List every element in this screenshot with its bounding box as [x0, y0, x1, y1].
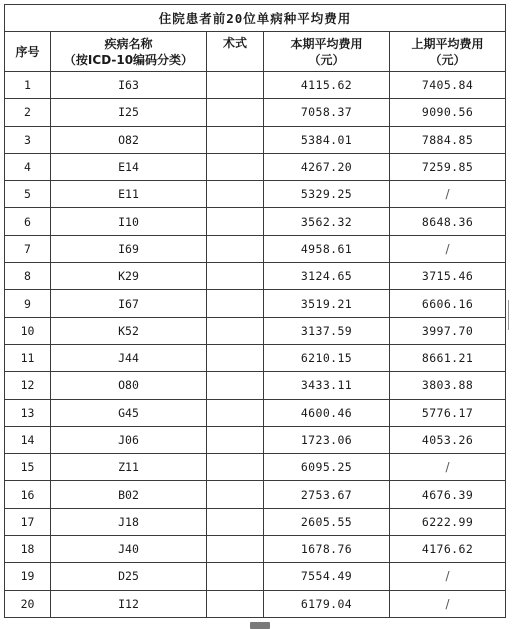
row-disease-code-cell: O82 — [51, 126, 207, 153]
row-current-cost-cell: 1723.06 — [264, 426, 390, 453]
table-row — [5, 208, 506, 235]
header-index-label: 序号 — [15, 44, 40, 59]
header-index — [5, 32, 51, 72]
cost-table — [4, 4, 506, 618]
header-disease-sublabel: （按ICD-10编码分类） — [63, 52, 194, 67]
row-procedure-cell — [207, 536, 264, 563]
row-procedure-cell — [207, 153, 264, 180]
table-row — [5, 481, 506, 508]
row-current-cost-cell: 6095.25 — [264, 454, 390, 481]
row-procedure-cell — [207, 126, 264, 153]
row-previous-cost-cell: 3715.46 — [390, 263, 506, 290]
row-previous-cost-cell: 6222.99 — [390, 508, 506, 535]
row-index-cell: 13 — [5, 399, 51, 426]
row-current-cost-cell: 4958.61 — [264, 235, 390, 262]
row-previous-cost-cell: 7884.85 — [390, 126, 506, 153]
row-current-cost-cell: 1678.76 — [264, 536, 390, 563]
table-row — [5, 399, 506, 426]
row-previous-cost-cell: / — [390, 454, 506, 481]
row-procedure-cell — [207, 72, 264, 99]
row-index-cell: 4 — [5, 153, 51, 180]
row-procedure-cell — [207, 563, 264, 590]
table-row — [5, 126, 506, 153]
header-current-cost — [264, 32, 390, 72]
row-current-cost-cell: 3562.32 — [264, 208, 390, 235]
row-disease-code-cell: J44 — [51, 344, 207, 371]
title-row — [5, 5, 506, 32]
document-sheet — [4, 4, 505, 618]
row-procedure-cell — [207, 181, 264, 208]
table-body — [5, 72, 506, 618]
header-procedure-label: 术式 — [222, 36, 247, 50]
table-row — [5, 290, 506, 317]
row-procedure-cell — [207, 372, 264, 399]
row-disease-code-cell: J06 — [51, 426, 207, 453]
row-previous-cost-cell: / — [390, 181, 506, 208]
row-index-cell: 12 — [5, 372, 51, 399]
table-row — [5, 536, 506, 563]
row-procedure-cell — [207, 290, 264, 317]
table-row — [5, 426, 506, 453]
row-disease-code-cell: E14 — [51, 153, 207, 180]
row-procedure-cell — [207, 481, 264, 508]
row-disease-code-cell: B02 — [51, 481, 207, 508]
row-procedure-cell — [207, 208, 264, 235]
table-row — [5, 72, 506, 99]
table-row — [5, 590, 506, 617]
row-current-cost-cell: 4115.62 — [264, 72, 390, 99]
row-disease-code-cell: O80 — [51, 372, 207, 399]
table-title: 住院患者前20位单病种平均费用 — [5, 5, 506, 32]
row-index-cell: 2 — [5, 99, 51, 126]
row-previous-cost-cell: 7405.84 — [390, 72, 506, 99]
row-current-cost-cell: 3137.59 — [264, 317, 390, 344]
row-current-cost-cell: 3519.21 — [264, 290, 390, 317]
header-row — [5, 32, 506, 72]
header-previous-unit: （元） — [429, 52, 466, 67]
table-row — [5, 563, 506, 590]
row-current-cost-cell: 4600.46 — [264, 399, 390, 426]
row-procedure-cell — [207, 590, 264, 617]
row-disease-code-cell: I63 — [51, 72, 207, 99]
row-current-cost-cell: 2605.55 — [264, 508, 390, 535]
row-index-cell: 8 — [5, 263, 51, 290]
row-procedure-cell — [207, 508, 264, 535]
row-disease-code-cell: E11 — [51, 181, 207, 208]
row-index-cell: 15 — [5, 454, 51, 481]
row-index-cell: 10 — [5, 317, 51, 344]
header-procedure — [207, 32, 264, 72]
row-procedure-cell — [207, 99, 264, 126]
row-previous-cost-cell: 8648.36 — [390, 208, 506, 235]
row-procedure-cell — [207, 399, 264, 426]
table-row — [5, 99, 506, 126]
header-current-unit: （元） — [308, 52, 345, 67]
header-previous-label: 上期平均费用 — [411, 36, 484, 51]
row-previous-cost-cell: 7259.85 — [390, 153, 506, 180]
row-disease-code-cell: I69 — [51, 235, 207, 262]
row-disease-code-cell: I25 — [51, 99, 207, 126]
row-previous-cost-cell: / — [390, 235, 506, 262]
row-disease-code-cell: J40 — [51, 536, 207, 563]
row-procedure-cell — [207, 317, 264, 344]
header-previous-cost — [390, 32, 506, 72]
table-row — [5, 372, 506, 399]
row-index-cell: 19 — [5, 563, 51, 590]
table-row — [5, 263, 506, 290]
row-current-cost-cell: 6210.15 — [264, 344, 390, 371]
header-disease — [51, 32, 207, 72]
row-disease-code-cell: K52 — [51, 317, 207, 344]
row-previous-cost-cell: 3997.70 — [390, 317, 506, 344]
table-row — [5, 181, 506, 208]
row-previous-cost-cell: 4053.26 — [390, 426, 506, 453]
row-index-cell: 7 — [5, 235, 51, 262]
row-index-cell: 5 — [5, 181, 51, 208]
row-current-cost-cell: 3433.11 — [264, 372, 390, 399]
row-previous-cost-cell: / — [390, 590, 506, 617]
header-current-label: 本期平均费用 — [290, 36, 363, 51]
header-disease-label: 疾病名称 — [104, 36, 153, 51]
row-index-cell: 1 — [5, 72, 51, 99]
row-procedure-cell — [207, 263, 264, 290]
row-index-cell: 18 — [5, 536, 51, 563]
row-procedure-cell — [207, 426, 264, 453]
row-current-cost-cell: 3124.65 — [264, 263, 390, 290]
row-previous-cost-cell: 9090.56 — [390, 99, 506, 126]
table-row — [5, 235, 506, 262]
row-current-cost-cell: 7554.49 — [264, 563, 390, 590]
row-index-cell: 20 — [5, 590, 51, 617]
row-procedure-cell — [207, 235, 264, 262]
row-current-cost-cell: 5384.01 — [264, 126, 390, 153]
row-index-cell: 16 — [5, 481, 51, 508]
row-previous-cost-cell: 6606.16 — [390, 290, 506, 317]
row-index-cell: 11 — [5, 344, 51, 371]
row-disease-code-cell: G45 — [51, 399, 207, 426]
row-current-cost-cell: 5329.25 — [264, 181, 390, 208]
row-previous-cost-cell: 4176.62 — [390, 536, 506, 563]
row-index-cell: 17 — [5, 508, 51, 535]
row-disease-code-cell: Z11 — [51, 454, 207, 481]
table-row — [5, 317, 506, 344]
row-procedure-cell — [207, 344, 264, 371]
row-previous-cost-cell: 8661.21 — [390, 344, 506, 371]
row-previous-cost-cell: 3803.88 — [390, 372, 506, 399]
table-row — [5, 508, 506, 535]
row-previous-cost-cell: / — [390, 563, 506, 590]
row-index-cell: 9 — [5, 290, 51, 317]
row-current-cost-cell: 7058.37 — [264, 99, 390, 126]
row-index-cell: 6 — [5, 208, 51, 235]
row-disease-code-cell: I67 — [51, 290, 207, 317]
row-disease-code-cell: I10 — [51, 208, 207, 235]
table-row — [5, 344, 506, 371]
row-current-cost-cell: 4267.20 — [264, 153, 390, 180]
row-disease-code-cell: J18 — [51, 508, 207, 535]
row-previous-cost-cell: 5776.17 — [390, 399, 506, 426]
page-tab-handle[interactable] — [250, 622, 270, 629]
row-index-cell: 3 — [5, 126, 51, 153]
table-row — [5, 153, 506, 180]
row-index-cell: 14 — [5, 426, 51, 453]
row-disease-code-cell: K29 — [51, 263, 207, 290]
table-row — [5, 454, 506, 481]
row-current-cost-cell: 2753.67 — [264, 481, 390, 508]
row-disease-code-cell: I12 — [51, 590, 207, 617]
row-previous-cost-cell: 4676.39 — [390, 481, 506, 508]
scroll-gutter[interactable] — [508, 300, 513, 330]
row-procedure-cell — [207, 454, 264, 481]
row-disease-code-cell: D25 — [51, 563, 207, 590]
row-current-cost-cell: 6179.04 — [264, 590, 390, 617]
